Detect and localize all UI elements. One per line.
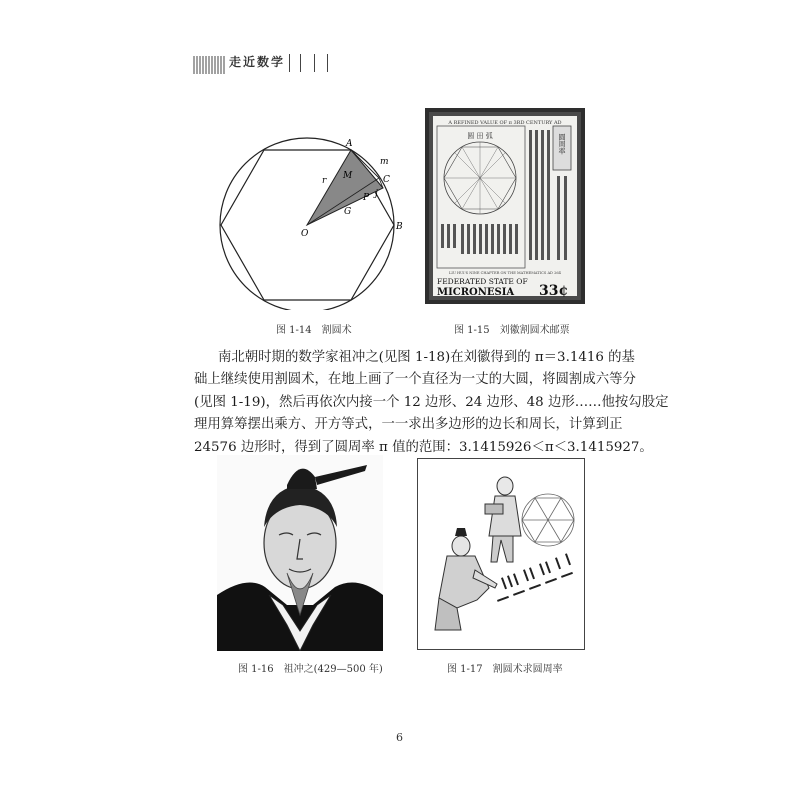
figure-1-16-portrait (217, 455, 383, 651)
stamp-price: 33¢ (539, 283, 569, 299)
label-m: m (380, 157, 389, 167)
paragraph-line: (见图 1-19)，然后再依次内接一个 12 边形、24 边形、48 边形……他按勾股定 (194, 394, 669, 410)
body-paragraph (194, 347, 669, 459)
figure-1-17-caption: 图 1-17 割圆术求圆周率 (447, 664, 563, 675)
figure-1-15-stamp (425, 108, 585, 304)
label-r: r (322, 176, 327, 186)
stamp-country-line1: FEDERATED STATE OF (437, 277, 528, 286)
figure-1-15-caption: 图 1-15 刘徽割圆术邮票 (454, 325, 570, 336)
header-separator (289, 54, 290, 72)
label-j: j (375, 189, 378, 199)
label-B: B (396, 222, 403, 232)
stamp-side-title: 圆周率 (558, 133, 566, 155)
figure-1-16-caption: 图 1-16 祖冲之(429—500 年) (238, 664, 383, 675)
stamp-title-cn: 圆 田 弧 (467, 132, 493, 140)
figure-1-17-scene (417, 458, 585, 650)
running-header-title: 走近数学 (229, 55, 286, 69)
stamp-top-text: A REFINED VALUE OF π 3RD CENTURY AD (448, 120, 562, 126)
paragraph-line: 理用算筹摆出乘方、开方等式，一一求出多边形的边长和周长，计算到正 (194, 417, 623, 433)
paragraph-line: 24576 边形时，得到了圆周率 π 值的范围：3.1415926＜π＜3.1415927。 (194, 439, 653, 455)
label-G: G (344, 207, 352, 217)
paragraph-line: 南北朝时期的数学家祖冲之(见图 1-18)在刘徽得到的 π＝3.1416 的基 (218, 350, 635, 365)
header-separator (300, 54, 301, 72)
paragraph-line: 础上继续使用割圆术，在地上画了一个直径为一丈的大圆，将圆割成六等分 (194, 372, 636, 388)
figure-1-14-caption: 图 1-14 割圆术 (276, 325, 352, 336)
header-decoration-bars (193, 56, 227, 74)
label-P: P (363, 193, 370, 203)
stamp-circle-diagram (444, 142, 516, 214)
page-number: 6 (396, 731, 403, 744)
stamp-bottom-text: LIU HUI'S NINE CHAPTER ON THE MATHEMATICS AD 264 (449, 271, 561, 275)
figure-1-14-circle-diagram (215, 120, 405, 310)
label-A: A (346, 139, 353, 149)
header-separator (314, 54, 315, 72)
stamp-country-line2: MICRONESIA (437, 287, 515, 298)
label-M: M (343, 171, 353, 181)
label-O: O (301, 229, 309, 239)
label-C: C (383, 175, 390, 185)
header-separator (327, 54, 328, 72)
